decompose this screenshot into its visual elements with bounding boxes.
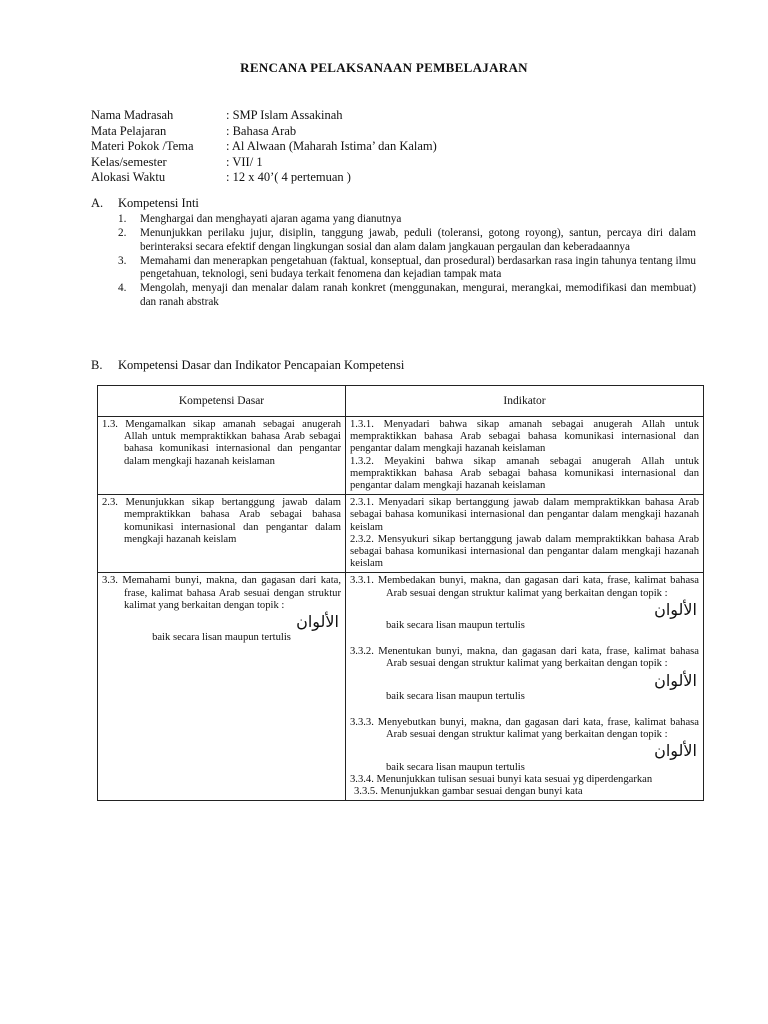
- identity-row: [91, 170, 437, 186]
- list-item: [118, 213, 696, 226]
- kd-tail-text: baik secara lisan maupun tertulis: [152, 632, 291, 644]
- identity-value: : SMP Islam Assakinah: [226, 108, 343, 122]
- identity-value: : Bahasa Arab: [226, 123, 297, 138]
- list-number: 1.: [118, 213, 127, 225]
- indicator-tail-text: baik secara lisan maupun tertulis: [386, 620, 525, 632]
- kompetensi-table: [97, 385, 704, 801]
- identity-label: Nama Madrasah: [91, 108, 174, 122]
- kd-text: 1.3. Mengamalkan sikap amanah sebagai anugerah Allah untuk mempraktikkan bahasa Arab sebagai bahasa komunikasi internasional dan pengantar dalam mengkaji hazanah keislaman: [102, 419, 341, 467]
- indicator-text: 2.3.2. Mensyukuri sikap bertanggung jawab dalam mempraktikkan bahasa Arab sebagai bahasa komunikasi internasional dan pengantar dalam mengkaji hazanah keislam: [350, 533, 699, 570]
- table-row: [98, 495, 704, 573]
- kompetensi-inti-list: [118, 213, 696, 310]
- arabic-topic: الألوان: [654, 670, 697, 690]
- list-item: [118, 255, 696, 282]
- identity-label: Mata Pelajaran: [91, 123, 167, 138]
- list-number: 4.: [118, 282, 127, 295]
- section-a-heading: [91, 196, 199, 211]
- list-number: 2.: [118, 227, 127, 240]
- kd-text: 2.3. Menunjukkan sikap bertanggung jawab dalam mempraktikkan bahasa Arab sebagai bahasa komunikasi internasional dan pengantar dalam mengkaji hazanah keislam: [102, 497, 341, 545]
- table-cell: [98, 417, 346, 495]
- list-text: Mengolah, menyaji dan menalar dalam ranah konkret (menggunakan, mengurai, merangkai, memodifikasi dan membuat) dan ranah abstrak: [140, 282, 696, 308]
- indicator-text: 2.3.1. Menyadari sikap bertanggung jawab dalam mempraktikkan bahasa Arab sebagai bahasa komunikasi internasional dan pengantar dalam mengkaji hazanah keislam: [350, 497, 699, 533]
- section-letter: A.: [91, 196, 104, 210]
- arabic-topic: الألوان: [654, 741, 697, 761]
- section-title: Kompetensi Dasar dan Indikator Pencapaian Kompetensi: [118, 358, 405, 372]
- identity-label: Alokasi Waktu: [91, 170, 166, 184]
- identity-row: [91, 124, 437, 140]
- identity-row: [91, 139, 437, 155]
- arabic-topic: الألوان: [654, 599, 697, 619]
- table-cell: [346, 573, 704, 801]
- list-text: Menunjukkan perilaku jujur, disiplin, tanggung jawab, peduli (toleransi, gotong royong), santun, percaya diri dalam berinteraksi secara efektif dengan lingkungan sosial dan alam dalam jangkauan pergaulan dan keberadaannya: [140, 227, 696, 253]
- indicator-text: 3.3.2. Menentukan bunyi, makna, dan gagasan dari kata, frase, kalimat bahasa Arab sesuai dengan struktur kalimat yang berkaitan dengan topik :: [350, 646, 699, 670]
- table-header-row: [98, 386, 704, 417]
- list-item: [118, 282, 696, 309]
- indicator-text: 3.3.3. Menyebutkan bunyi, makna, dan gagasan dari kata, frase, kalimat bahasa Arab sesuai dengan struktur kalimat yang berkaitan dengan topik :: [350, 717, 699, 741]
- table-cell: [346, 495, 704, 573]
- list-item: [118, 227, 696, 254]
- section-letter: B.: [91, 358, 103, 372]
- indicator-text: 3.3.1. Membedakan bunyi, makna, dan gagasan dari kata, frase, kalimat bahasa Arab sesuai dengan struktur kalimat yang berkaitan dengan topik :: [350, 575, 699, 599]
- section-title: Kompetensi Inti: [118, 196, 199, 210]
- table-cell: [98, 573, 346, 801]
- identity-label: Materi Pokok /Tema: [91, 139, 194, 153]
- identity-value: : Al Alwaan (Maharah Istima’ dan Kalam): [226, 139, 437, 153]
- column-header: Kompetensi Dasar: [98, 386, 346, 417]
- indicator-tail-text: baik secara lisan maupun tertulis: [386, 761, 525, 773]
- section-b-heading: [91, 358, 404, 373]
- list-number: 3.: [118, 254, 127, 267]
- indicator-text: 1.3.1. Menyadari bahwa sikap amanah sebagai anugerah Allah untuk mempraktikkan bahasa Arab sebagai bahasa komunikasi internasional dan pengantar dalam mengkaji hazanah keislaman: [350, 419, 699, 455]
- list-text: Menghargai dan menghayati ajaran agama yang dianutnya: [140, 213, 402, 225]
- identity-block: [91, 108, 437, 186]
- table-row: [98, 417, 704, 495]
- indicator-tail-text: baik secara lisan maupun tertulis: [386, 690, 525, 702]
- document-title: RENCANA PELAKSANAAN PEMBELAJARAN: [240, 60, 528, 75]
- identity-label: Kelas/semester: [91, 154, 167, 169]
- arabic-topic: الألوان: [296, 612, 339, 632]
- table-row: [98, 573, 704, 801]
- list-text: Memahami dan menerapkan pengetahuan (faktual, konseptual, dan prosedural) berdasarkan rasa ingin tahunya tentang ilmu pengetahuan, teknologi, seni budaya terkait fenomena dan kejadian tampak mata: [140, 254, 696, 281]
- identity-row: [91, 108, 437, 124]
- indicator-text: 1.3.2. Meyakini bahwa sikap amanah sebagai anugerah Allah untuk mempraktikkan bahasa Arab sebagai bahasa komunikasi internasional dan pengantar dalam mengkaji hazanah keislaman: [350, 455, 699, 492]
- column-header: Indikator: [346, 386, 704, 417]
- table-cell: [98, 495, 346, 573]
- kd-text: 3.3. Memahami bunyi, makna, dan gagasan dari kata, frase, kalimat bahasa Arab sesuai dengan struktur kalimat yang berkaitan dengan topik :: [102, 575, 341, 611]
- identity-value: : 12 x 40’( 4 pertemuan ): [226, 170, 351, 184]
- identity-row: [91, 155, 437, 171]
- table-cell: [346, 417, 704, 495]
- indicator-text: 3.3.5. Menunjukkan gambar sesuai dengan bunyi kata: [354, 786, 583, 798]
- identity-value: : VII/ 1: [226, 154, 263, 169]
- indicator-text: 3.3.4. Menunjukkan tulisan sesuai bunyi kata sesuai yg diperdengarkan: [350, 773, 653, 785]
